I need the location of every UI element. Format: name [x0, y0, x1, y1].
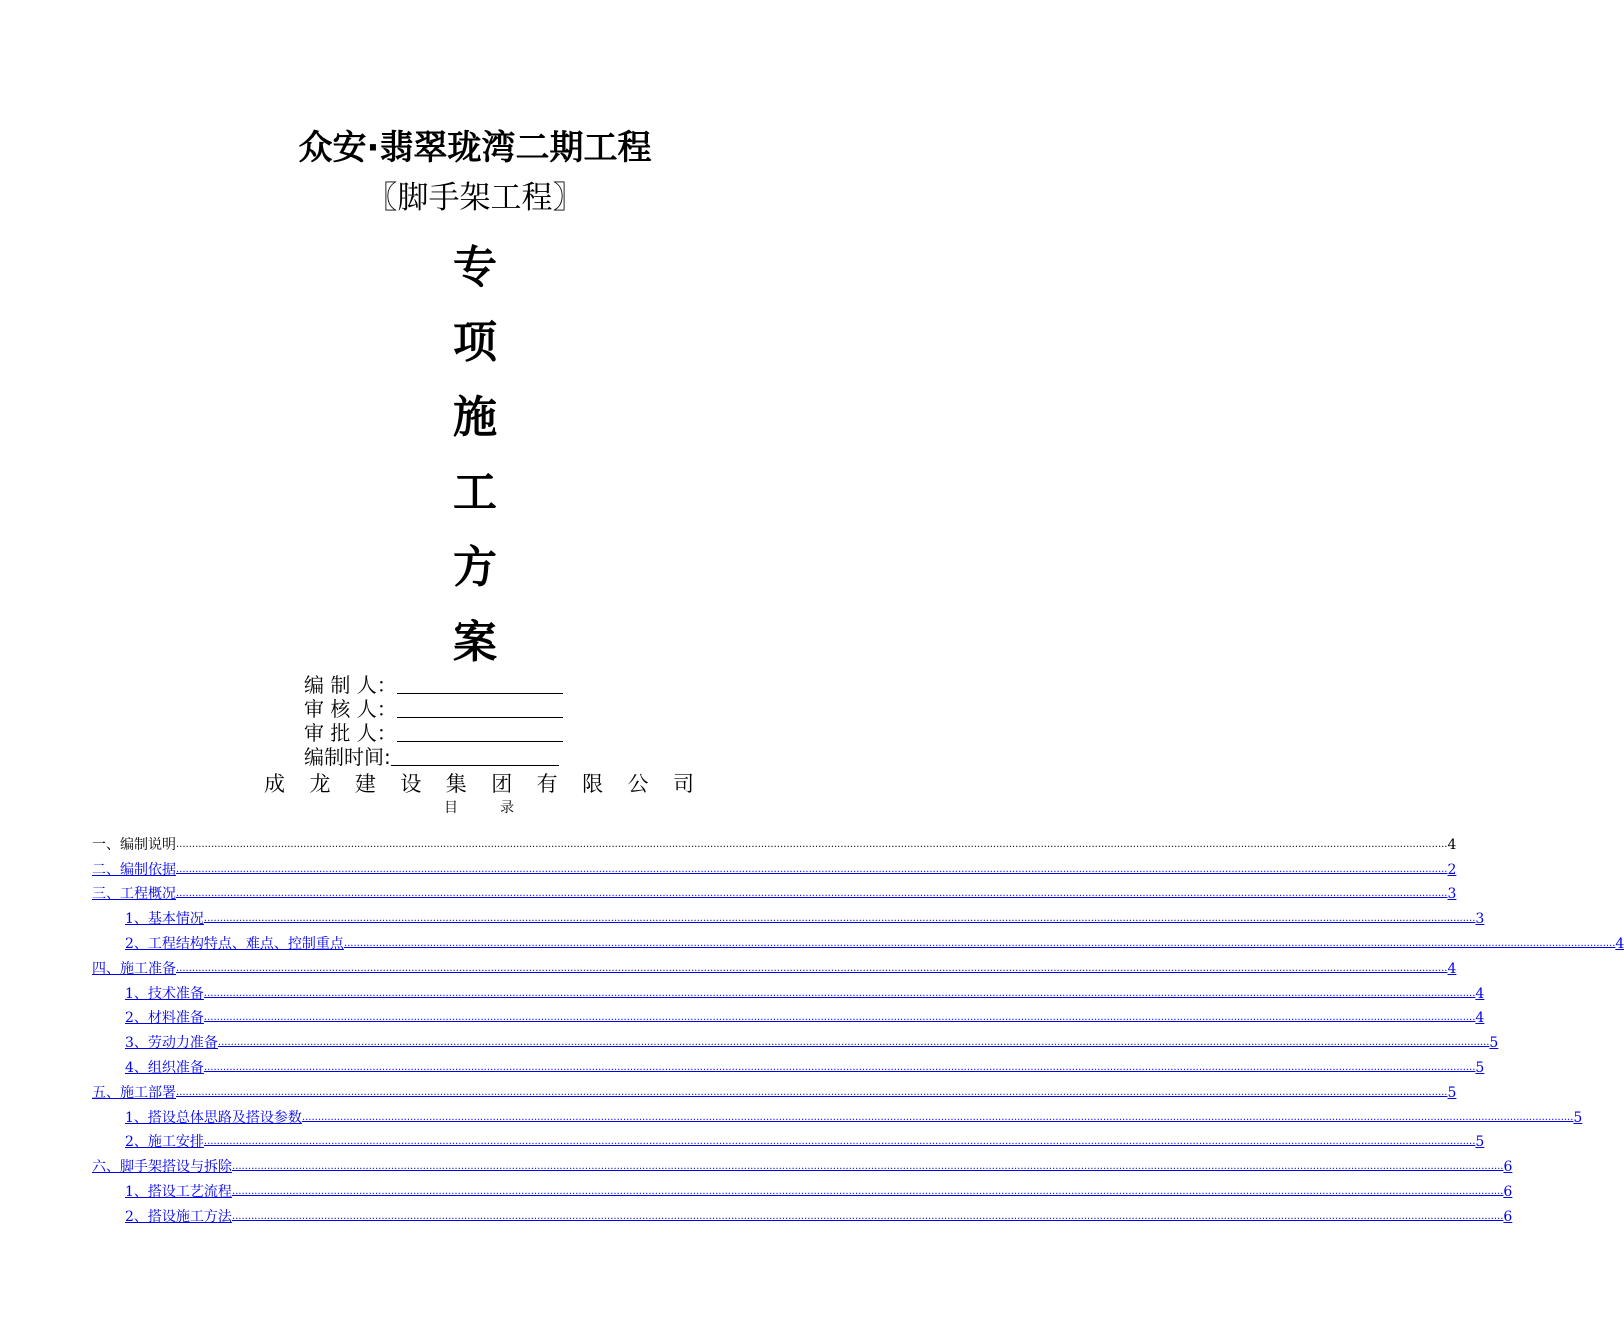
company-char: 有 [536, 772, 558, 796]
company-char: 公 [627, 772, 649, 796]
toc-entry-page: 3 [1447, 886, 1457, 903]
toc-entry-title: 一、编制说明 [92, 836, 176, 853]
vertical-title [0, 230, 950, 680]
toc-entry[interactable] [92, 1078, 1457, 1103]
vertical-title-char: 案 [453, 617, 497, 668]
toc-entry-title: 1、技术准备 [125, 985, 204, 1002]
company-char: 龙 [309, 772, 331, 796]
toc-entry[interactable] [92, 979, 1485, 1004]
toc-entry-title: 1、基本情况 [125, 911, 204, 928]
toc-entry-title: 五、施工部署 [92, 1084, 176, 1101]
toc-entry-page: 5 [1573, 1109, 1583, 1126]
signature-line [391, 745, 559, 766]
toc-entry[interactable] [92, 1004, 1485, 1029]
toc-entry-page: 3 [1475, 911, 1485, 928]
vertical-title-char: 施 [453, 392, 497, 443]
toc-entry-page: 4 [1475, 1010, 1485, 1027]
signature-label: 编制时间: [304, 745, 391, 769]
toc-entry-page: 2 [1447, 861, 1457, 878]
toc-entry[interactable] [92, 1028, 1499, 1053]
signature-approver [304, 720, 624, 746]
company-char: 团 [491, 772, 513, 796]
toc-dot-leader: ................................................................................................................................................................................................................................................................................................................................................................................................................ [176, 838, 1448, 850]
toc-dot-leader: ................................................................................................................................................................................................................................................................................................................................................................................................................ [203, 1012, 1476, 1024]
toc-dot-leader: ................................................................................................................................................................................................................................................................................................................................................................................................................ [176, 863, 1448, 875]
toc-entry[interactable] [92, 855, 1457, 880]
toc-entry[interactable] [92, 954, 1457, 979]
company-char: 限 [582, 772, 604, 796]
table-of-contents [92, 830, 1624, 1227]
signature-reviewer [304, 696, 624, 722]
company-char: 建 [354, 772, 376, 796]
toc-entry[interactable] [92, 1103, 1583, 1128]
document-subtitle: 〖脚手架工程〗 [366, 180, 584, 216]
toc-entry-page: 6 [1503, 1159, 1513, 1176]
toc-entry[interactable] [92, 929, 1624, 954]
toc-entry[interactable] [92, 1128, 1485, 1153]
toc-entry-title: 三、工程概况 [92, 886, 176, 903]
toc-dot-leader: ................................................................................................................................................................................................................................................................................................................................................................................................................ [232, 1161, 1504, 1173]
company-char: 设 [400, 772, 422, 796]
toc-heading-char: 录 [500, 800, 514, 816]
signature-line [397, 673, 563, 694]
toc-entry[interactable] [92, 880, 1457, 905]
toc-entry-page: 5 [1489, 1035, 1499, 1052]
toc-dot-leader: ................................................................................................................................................................................................................................................................................................................................................................................................................ [231, 1185, 1504, 1197]
toc-dot-leader: ................................................................................................................................................................................................................................................................................................................................................................................................................ [176, 962, 1448, 974]
toc-dot-leader: ................................................................................................................................................................................................................................................................................................................................................................................................................ [203, 913, 1476, 925]
toc-dot-leader: ................................................................................................................................................................................................................................................................................................................................................................................................................ [343, 937, 1616, 949]
signature-line [397, 697, 563, 718]
company-name [264, 770, 694, 798]
toc-entry[interactable] [92, 1177, 1513, 1202]
toc-entry-title: 1、搭设总体思路及搭设参数 [125, 1109, 302, 1126]
toc-entry-page: 4 [1615, 935, 1624, 952]
toc-entry-page: 4 [1447, 960, 1457, 977]
toc-entry-title: 2、搭设施工方法 [125, 1208, 232, 1225]
vertical-title-char: 专 [453, 242, 497, 293]
toc-entry[interactable] [92, 1053, 1485, 1078]
toc-entry-title: 2、工程结构特点、难点、控制重点 [125, 935, 344, 952]
toc-entry [92, 830, 1457, 855]
toc-dot-leader: ................................................................................................................................................................................................................................................................................................................................................................................................................ [176, 888, 1448, 900]
toc-entry[interactable] [92, 1202, 1513, 1227]
toc-entry-title: 2、材料准备 [125, 1010, 204, 1027]
toc-entry-title: 1、搭设工艺流程 [125, 1183, 232, 1200]
company-char: 司 [672, 772, 694, 796]
toc-dot-leader: ................................................................................................................................................................................................................................................................................................................................................................................................................ [231, 1210, 1504, 1222]
toc-entry-page: 6 [1503, 1208, 1513, 1225]
toc-entry-page: 4 [1447, 836, 1457, 853]
signature-date [304, 744, 624, 770]
company-char: 成 [264, 772, 285, 796]
vertical-title-char: 工 [453, 467, 497, 518]
toc-entry-page: 5 [1475, 1059, 1485, 1076]
company-char: 集 [445, 772, 467, 796]
toc-entry-page: 5 [1447, 1084, 1457, 1101]
toc-dot-leader: ................................................................................................................................................................................................................................................................................................................................................................................................................ [176, 1086, 1448, 1098]
toc-entry-title: 六、脚手架搭设与拆除 [92, 1159, 232, 1176]
document-title: 众安·翡翠珑湾二期工程 [298, 128, 652, 168]
toc-entry-title: 2、施工安排 [125, 1134, 204, 1151]
toc-entry-title: 4、组织准备 [125, 1059, 204, 1076]
toc-entry-page: 6 [1503, 1183, 1513, 1200]
vertical-title-char: 项 [453, 317, 497, 368]
signature-line [397, 721, 563, 742]
toc-dot-leader: ................................................................................................................................................................................................................................................................................................................................................................................................................ [217, 1037, 1490, 1049]
toc-dot-leader: ................................................................................................................................................................................................................................................................................................................................................................................................................ [203, 987, 1476, 999]
vertical-title-char: 方 [453, 542, 497, 593]
toc-dot-leader: ................................................................................................................................................................................................................................................................................................................................................................................................................ [203, 1136, 1476, 1148]
toc-entry-page: 5 [1475, 1134, 1485, 1151]
signature-label: 审 批 人： [304, 721, 397, 745]
toc-dot-leader: ................................................................................................................................................................................................................................................................................................................................................................................................................ [301, 1111, 1574, 1123]
toc-entry-page: 4 [1475, 985, 1485, 1002]
toc-entry-title: 3、劳动力准备 [125, 1035, 218, 1052]
toc-entry-title: 二、编制依据 [92, 861, 176, 878]
toc-heading [444, 798, 514, 818]
toc-entry-title: 四、施工准备 [92, 960, 176, 977]
toc-dot-leader: ................................................................................................................................................................................................................................................................................................................................................................................................................ [203, 1061, 1476, 1073]
toc-heading-char: 目 [444, 800, 458, 816]
signature-compiler [304, 672, 624, 698]
signature-label: 审 核 人： [304, 697, 397, 721]
toc-entry[interactable] [92, 1152, 1513, 1177]
signature-label: 编 制 人： [304, 673, 397, 697]
toc-entry[interactable] [92, 904, 1485, 929]
